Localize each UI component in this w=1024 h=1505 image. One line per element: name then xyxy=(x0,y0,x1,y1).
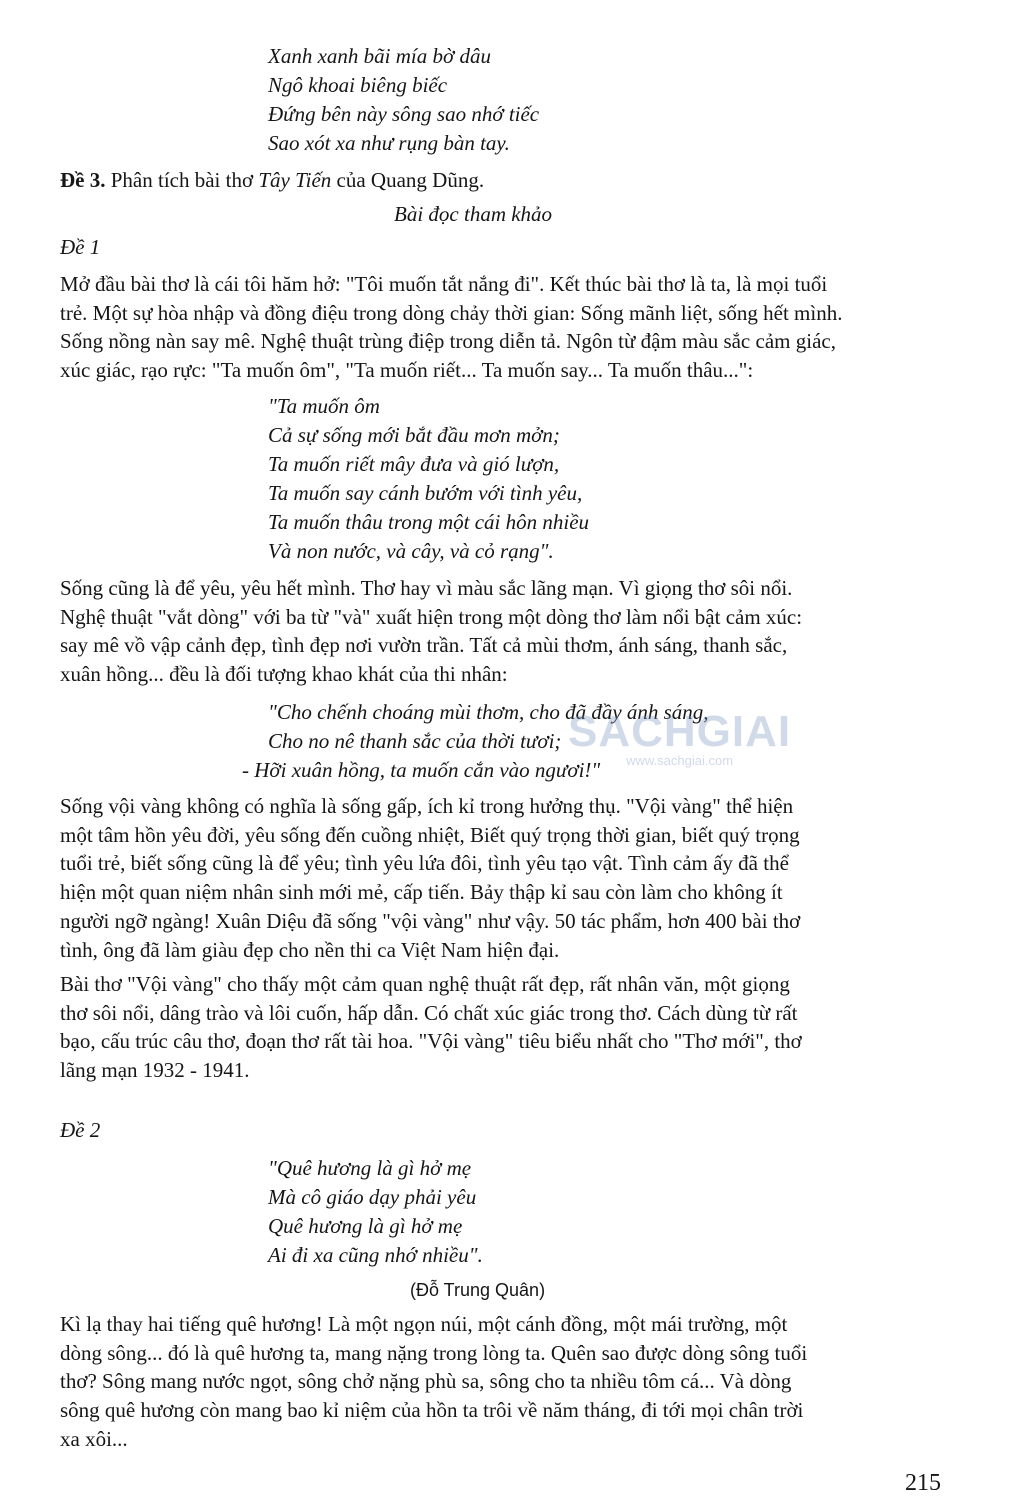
text-line: dòng sông... đó là quê hương ta, mang nặng trong lòng ta. Quên sao được dòng sông tuổi xyxy=(60,1340,808,1365)
exercise-label: Đề 3. xyxy=(60,168,106,192)
text-line: say mê vồ vập cảnh đẹp, tình đẹp nơi vườn trần. Tất cả mùi thơm, ánh sáng, thanh sắc, xyxy=(60,633,788,658)
exercise-heading xyxy=(60,166,484,194)
text-line: thơ sôi nổi, dâng trào và lôi cuốn, hấp dẫn. Có chất xúc giác trong thơ. Cách dùng từ rất xyxy=(60,1000,798,1025)
text-line: Sống nồng nàn say mê. Nghệ thuật trùng điệp trong diễn tả. Ngôn từ đậm màu sắc cảm giác, xyxy=(60,329,836,354)
verse-line: Xanh xanh bãi mía bờ dâu xyxy=(268,44,491,68)
verse-line: Cho no nê thanh sắc của thời tươi; xyxy=(268,729,562,753)
text-line: Sống cũng là để yêu, yêu hết mình. Thơ hay vì màu sắc lãng mạn. Vì giọng thơ sôi nổi. xyxy=(60,576,793,600)
text-line: Bài thơ "Vội vàng" cho thấy một cảm quan nghệ thuật rất đẹp, rất nhân văn, một giọng xyxy=(60,972,790,996)
text-line: trẻ. Một sự hòa nhập và đồng điệu trong dòng chảy thời gian: Sống mãnh liệt, sống hết mình. xyxy=(60,300,843,325)
text-line: Sống vội vàng không có nghĩa là sống gấp, ích kỉ trong hưởng thụ. "Vội vàng" thể hiện xyxy=(60,794,794,818)
text-line: xuân hồng... đều là đối tượng khao khát của thi nhân: xyxy=(60,662,508,687)
verse-line: Ta muốn thâu trong một cái hôn nhiều xyxy=(268,510,590,534)
verse-line: Ai đi xa cũng nhớ nhiều". xyxy=(268,1243,483,1267)
text-line: lãng mạn 1932 - 1941. xyxy=(60,1058,250,1083)
verse-line: Ta muốn riết mây đưa và gió lượn, xyxy=(268,452,560,476)
text-line: Nghệ thuật "vắt dòng" với ba từ "và" xuất hiện trong một dòng thơ làm nổi bật cảm xúc: xyxy=(60,604,803,629)
page-number: 215 xyxy=(905,1470,941,1496)
verse-line: Đứng bên này sông sao nhớ tiếc xyxy=(268,102,540,126)
paragraph-3 xyxy=(60,792,948,964)
verse-line: Sao xót xa như rụng bàn tay. xyxy=(268,131,510,155)
verse-2 xyxy=(268,392,589,566)
paragraph-2 xyxy=(60,574,948,689)
reference-label: Bài đọc tham khảo xyxy=(394,202,553,226)
exercise-text-end: của Quang Dũng. xyxy=(331,168,485,192)
text-line: hiện một quan niệm nhân sinh mới mẻ, cấp tiến. Bảy thập kỉ sau còn làm cho không ít xyxy=(60,880,783,905)
text-line: một tâm hồn yêu đời, yêu sống đến cuồng nhiệt, Biết quý trọng thời gian, biết quý trọng xyxy=(60,822,800,847)
poem-title: Tây Tiến xyxy=(258,168,332,192)
verse-top xyxy=(268,42,539,158)
verse-line: "Ta muốn ôm xyxy=(268,394,380,418)
text-line: tình, ông đã làm giàu đẹp cho nền thi ca Việt Nam hiện đại. xyxy=(60,937,560,962)
section-1-label: Đề 1 xyxy=(60,235,101,259)
text-line: thơ? Sông mang nước ngọt, sông chở nặng phù sa, sông cho ta nhiều tôm cá... Và dòng xyxy=(60,1369,792,1394)
verse-line: Ta muốn say cánh bướm với tình yêu, xyxy=(268,481,583,505)
exercise-text: Phân tích bài thơ xyxy=(105,168,259,192)
text-line: người ngỡ ngàng! Xuân Diệu đã sống "vội vàng" như vậy. 50 tác phẩm, hơn 400 bài thơ xyxy=(60,908,801,933)
paragraph-1 xyxy=(60,270,948,385)
watermark-url: www.sachgiai.com xyxy=(626,753,734,768)
paragraph-4 xyxy=(60,970,948,1085)
paragraph-5 xyxy=(60,1310,948,1454)
text-line: tuổi trẻ, biết sống cũng là để yêu; tình yêu lứa đôi, tình yêu tạo vật. Tình cảm ấy đã thể xyxy=(60,851,789,876)
verse-line: Và non nước, và cây, và cỏ rạng". xyxy=(268,539,554,563)
text-line: xúc giác, rạo rực: "Ta muốn ôm", "Ta muốn riết... Ta muốn say... Ta muốn thâu...": xyxy=(60,358,754,383)
verse-line: Mà cô giáo dạy phải yêu xyxy=(268,1185,477,1209)
watermark-logo: SACHGIAI xyxy=(568,707,792,756)
author-credit: (Đỗ Trung Quân) xyxy=(410,1280,546,1300)
verse-line: "Quê hương là gì hở mẹ xyxy=(268,1156,472,1180)
text-line: Kì lạ thay hai tiếng quê hương! Là một ngọn núi, một cánh đồng, một mái trường, một xyxy=(60,1312,788,1336)
verse-line: - Hỡi xuân hồng, ta muốn cắn vào ngươi!" xyxy=(242,758,601,782)
verse-line: Cả sự sống mới bắt đầu mơn mởn; xyxy=(268,423,560,447)
text-line: xa xôi... xyxy=(60,1426,128,1451)
verse-line: Ngô khoai biêng biếc xyxy=(268,73,448,97)
text-line: bạo, cấu trúc câu thơ, đoạn thơ rất tài hoa. "Vội vàng" tiêu biểu nhất cho "Thơ mới", thơ xyxy=(60,1029,802,1054)
text-line: Mở đầu bài thơ là cái tôi hăm hở: "Tôi muốn tắt nắng đi". Kết thúc bài thơ là ta, là mọi tuổi xyxy=(60,272,828,296)
section-2-label: Đề 2 xyxy=(60,1118,101,1142)
verse-4 xyxy=(268,1154,483,1270)
watermark xyxy=(568,707,792,768)
text-line: sông quê hương còn mang bao kỉ niệm của hồn ta trôi về năm tháng, đi tới mọi chân trời xyxy=(60,1398,804,1423)
verse-line: "Cho chếnh choáng mùi thơm, cho đã đầy ánh sáng, xyxy=(268,700,709,724)
verse-line: Quê hương là gì hở mẹ xyxy=(268,1214,463,1238)
